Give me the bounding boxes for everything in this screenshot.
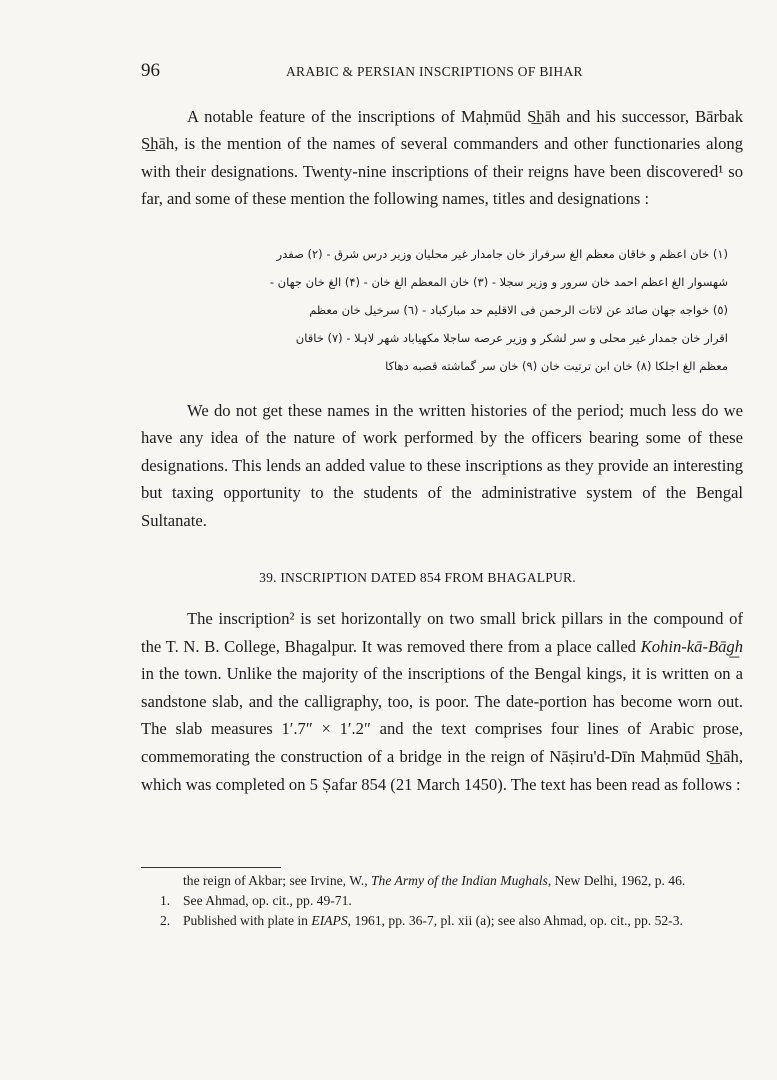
arabic-line: معظم الغ اجلکا (٨) خان ابن ترتیت خان (٩) خان سر گماشته قصبه دهاکا [385,359,728,373]
footnote-1 [160,891,750,911]
paragraph-text: The inscription² is set horizontally on two small brick pillars in the compound of the T. N. B. College, Bhagalpur. It was removed there from a place called [141,609,743,656]
footnotes [160,871,750,932]
footnote-text: , 1961, pp. 36-7, pl. xii (a); see also Ahmad, op. cit., pp. 52-3. [347,913,683,929]
arabic-line: (١) خان اعظم و خاقان معظم الغ سرفراز خان جامدار غیر محلیان وزیر درس شرق - (٢) صفدر [276,247,728,261]
footnote-divider [141,867,281,868]
paragraph-histories: We do not get these names in the written histories of the period; much less do we have any idea of the nature of work performed by the officers bearing some of these designations. This lends an added value to these inscriptions as they provide an interesting but taxing opportunity to the students of the administrative system of the Bengal Sultanate. [141,401,743,530]
footnote-text: , New Delhi, 1962, p. 46. [547,873,686,888]
page-number: 96 [141,60,160,81]
section-heading: 39. INSCRIPTION DATED 854 FROM BHAGALPUR. [259,570,576,585]
footnote-text: See Ahmad, op. cit., pp. 49-71. [183,893,352,909]
paragraph-inscription [141,605,743,798]
paragraph-intro: A notable feature of the inscriptions of Maḥmūd S͟hāh and his successor, Bārbak S͟hāh, is the mention of the names of several commanders and other functionaries along with their designations. Twenty-nine inscriptions of their reigns have been discovered¹ so far, and some of these mention the following names, titles and designations : [141,107,743,209]
arabic-line: اقرار خان جمدار غیر محلی و سر لشکر و وزیر عرصه ساجلا مکهیاباد شهر لاہلا - (٧) خاقان [295,331,728,345]
book-title: The Army of the Indian Mughals [371,873,548,888]
place-name: Kohin-kā-Bāg͟h [640,636,743,656]
footnote-number: 2. [160,913,171,929]
arabic-names-list [146,240,728,380]
footnote-text: Published with plate in [183,913,312,929]
arabic-line: (٥) خواجه جهان صائد عن لاتات الرحمن فی الاقلیم حد مبارکباد - (٦) سرخیل خان معظم [309,303,728,317]
footnote-text: the reign of Akbar; see Irvine, W., [183,873,371,888]
footnote-2 [160,911,750,931]
footnote-continued [160,871,750,891]
journal-title: EIAPS [311,913,348,929]
footnote-number: 1. [160,893,171,909]
arabic-line: شهسوار الغ اعظم احمد خان سرور و وزیر سجلا - (٣) خان المعظم الغ خان - (۴) الغ خان جهان - [269,275,728,289]
running-title: ARABIC & PERSIAN INSCRIPTIONS OF BIHAR [286,64,583,79]
paragraph-text: in the town. Unlike the majority of the inscriptions of the Bengal kings, it is written on a sandstone slab, and the calligraphy, too, is poor. The date-portion has become worn out. The slab measures 1′.7″ × 1′.2″ and the text comprises four lines of Arabic prose, commemorating the construction of a bridge in the reign of Nāṣiru'd-Dīn Maḥmūd S͟hāh, which was completed on 5 Ṣafar 854 (21 March 1450). The text has been read as follows : [141,664,743,794]
page-header [141,60,737,86]
